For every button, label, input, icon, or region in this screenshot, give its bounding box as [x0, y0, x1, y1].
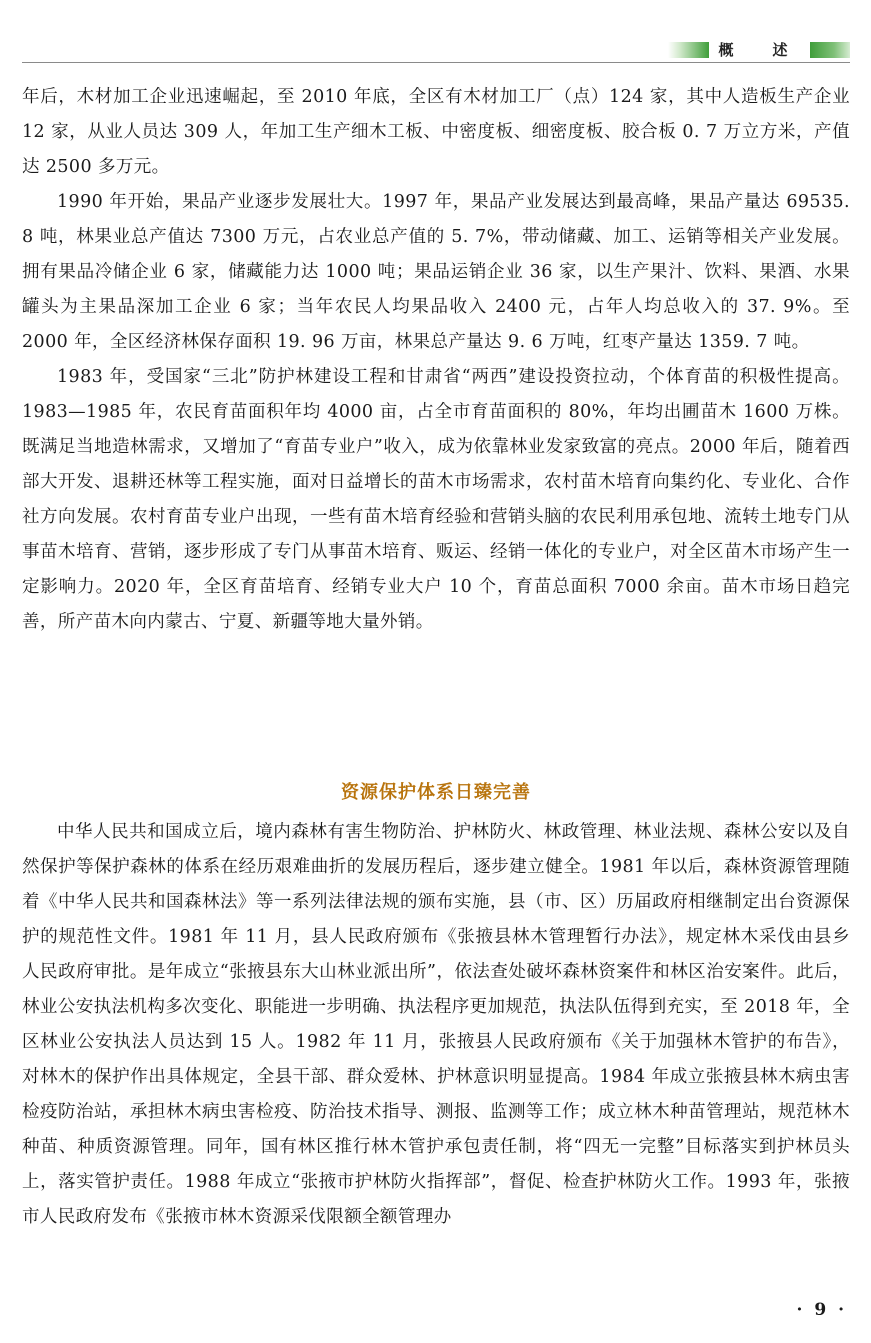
- page-number: · 9 ·: [796, 1300, 847, 1320]
- paragraph-seedling-industry: 1983 年，受国家“三北”防护林建设工程和甘肃省“两西”建设投资拉动，个体育苗的积极性提高。1983—1985 年，农民育苗面积年均 4000 亩，占全市育苗面积的 80%，年均出圃苗木 1600 万株。既满足当地造林需求，又增加了“育苗专业户”收入，成为依靠林业发家致富的亮点。2000 年后，随着西部大开发、退耕还林等工程实施，面对日益增长的苗木市场需求，农村苗木培育向集约化、专业化、合作社方向发展。农村育苗专业户出现，一些有苗木培育经验和营销头脑的农民利用承包地、流转土地专门从事苗木培育、营销，逐步形成了专门从事苗木培育、贩运、经销一体化的专业户，对全区苗木市场产生一定影响力。2020 年，全区育苗培育、经销专业大户 10 个，育苗总面积 7000 余亩。苗木市场日趋完善，所产苗木向内蒙古、宁夏、新疆等地大量外销。: [22, 367, 850, 632]
- running-header-tab: [668, 40, 850, 60]
- header-gradient-right: [810, 42, 851, 58]
- section-heading: 资源保护体系日臻完善: [341, 782, 531, 803]
- running-header-label: 概 述: [709, 40, 810, 60]
- paragraph-continued: 年后，木材加工企业迅速崛起，至 2010 年底，全区有木材加工厂（点）124 家，其中人造板生产企业 12 家，从业人员达 309 人，年加工生产细木工板、中密度板、细密度板、胶合板 0. 7 万立方米，产值达 2500 多万元。: [22, 87, 850, 177]
- body-text-section: [22, 815, 850, 1235]
- body-text-top: [22, 80, 850, 640]
- header-rule: [22, 62, 850, 63]
- paragraph-resource-protection: 中华人民共和国成立后，境内森林有害生物防治、护林防火、林政管理、林业法规、森林公安以及自然保护等保护森林的体系在经历艰难曲折的发展历程后，逐步建立健全。1981 年以后，森林资源管理随着《中华人民共和国森林法》等一系列法律法规的颁布实施，县（市、区）历届政府相继制定出台资源保护的规范性文件。1981 年 11 月，县人民政府颁布《张掖县林木管理暂行办法》，规定林木采伐由县乡人民政府审批。是年成立“张掖县东大山林业派出所”，依法查处破坏森林资案件和林区治安案件。此后，林业公安执法机构多次变化、职能进一步明确、执法程序更加规范，执法队伍得到充实，至 2018 年，全区林业公安执法人员达到 15 人。1982 年 11 月，张掖县人民政府颁布《关于加强林木管护的布告》，对林木的保护作出具体规定，全县干部、群众爱林、护林意识明显提高。1984 年成立张掖县林木病虫害检疫防治站，承担林木病虫害检疫、防治技术指导、测报、监测等工作；成立林木种苗管理站，规范林木种苗、种质资源管理。同年，国有林区推行林木管护承包责任制，将“四无一完整”目标落实到护林员头上，落实管护责任。1988 年成立“张掖市护林防火指挥部”，督促、检查护林防火工作。1993 年，张掖市人民政府发布《张掖市林木资源采伐限额全额管理办: [22, 822, 850, 1227]
- header-gradient-left: [668, 42, 709, 58]
- paragraph-fruit-industry: 1990 年开始，果品产业逐步发展壮大。1997 年，果品产业发展达到最高峰，果品产量达 69535. 8 吨，林果业总产值达 7300 万元，占农业总产值的 5. 7%，带动储藏、加工、运销等相关产业发展。拥有果品冷储企业 6 家，储藏能力达 1000 吨；果品运销企业 36 家，以生产果汁、饮料、果酒、水果罐头为主果品深加工企业 6 家；当年农民人均果品收入 2400 元，占年人均总收入的 37. 9%。至 2000 年，全区经济林保存面积 19. 96 万亩，林果总产量达 9. 6 万吨，红枣产量达 1359. 7 吨。: [22, 192, 850, 352]
